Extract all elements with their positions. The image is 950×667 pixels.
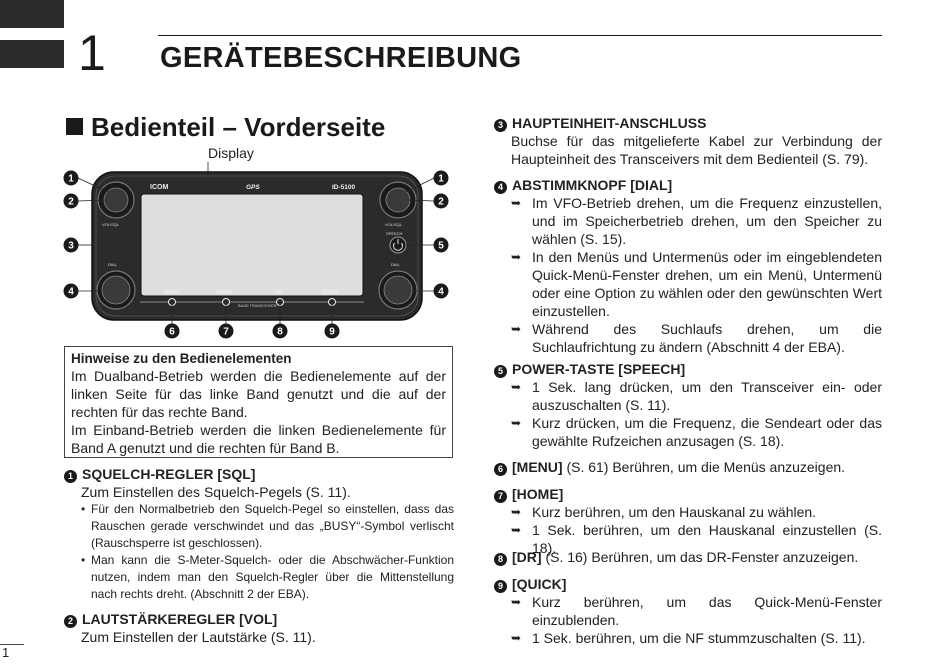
notes-title: Hinweise zu den Bedienelementen xyxy=(71,351,292,366)
item-number-icon: 1 xyxy=(64,470,77,483)
arrow-list xyxy=(494,194,882,356)
gps-logo: GPS xyxy=(246,184,260,191)
svg-text:1: 1 xyxy=(438,173,444,185)
item-title: SQUELCH-REGLER [SQL] xyxy=(82,466,256,482)
svg-text:1: 1 xyxy=(68,173,74,185)
quick-key xyxy=(329,299,336,306)
item-number-icon: 9 xyxy=(494,580,507,593)
svg-text:2: 2 xyxy=(438,196,444,208)
item-text: (S. 16) Berühren, um das DR-Fenster anzuzeigen. xyxy=(545,549,859,565)
item-number-icon: 5 xyxy=(494,365,507,378)
item-number-icon: 3 xyxy=(494,119,507,132)
svg-text:SPEECH: SPEECH xyxy=(386,231,403,236)
item-text: Buchse für das mitgelieferte Kabel zur Verbindung der Haupteinheit des Transceivers mit dem Bedienteil (S. 79). xyxy=(511,133,882,167)
display-label: Display xyxy=(208,145,254,161)
list-item: ➥ Im VFO-Betrieb drehen, um die Frequenz einzustellen, und im Speicherbetrieb drehen, um den Speicher zu wählen (S. 15). xyxy=(511,194,882,248)
menu-key xyxy=(169,299,176,306)
item-menu xyxy=(494,458,882,476)
item-title: HAUPTEINHEIT-ANSCHLUSS xyxy=(512,115,707,131)
svg-text:DR: DR xyxy=(275,290,283,296)
list-item: • Man kann die S-Meter-Squelch- oder die Abschwächer-Funktion nutzen, indem man den Squelch-Regler über die Mittenstellung nach rechts dreht. (Abschnitt 2 der EBA). xyxy=(81,552,454,603)
list-item: ➥ Kurz berühren, um das Quick-Menü-Fenster einzublenden. xyxy=(511,593,882,629)
svg-text:8: 8 xyxy=(277,326,283,338)
item-number-icon: 6 xyxy=(494,463,507,476)
section-title xyxy=(66,112,385,143)
item-power xyxy=(494,360,882,450)
item-quick xyxy=(494,575,882,647)
item-title: [HOME] xyxy=(512,486,564,502)
header-rule xyxy=(158,35,882,36)
model-label: ID-5100 xyxy=(332,184,356,191)
svg-text:MENU: MENU xyxy=(164,290,179,296)
chapter-title: GERÄTEBESCHREIBUNG xyxy=(160,42,522,74)
svg-text:6: 6 xyxy=(169,326,175,338)
item-number-icon: 7 xyxy=(494,490,507,503)
svg-text:HOME: HOME xyxy=(217,290,232,296)
arrow-list xyxy=(494,593,882,647)
chapter-tab-top xyxy=(0,0,64,28)
list-item: ➥ 1 Sek. lang drücken, um den Transceiver ein- oder auszuschalten (S. 11). xyxy=(511,378,882,414)
item-title: [MENU] xyxy=(512,459,563,475)
list-item: ➥ Kurz berühren, um den Hauskanal zu wählen. xyxy=(511,503,882,521)
svg-text:VOL/SQL: VOL/SQL xyxy=(385,222,403,227)
item-number-icon: 2 xyxy=(64,615,77,628)
item-home xyxy=(494,485,882,557)
item-text: Zum Einstellen der Lautstärke (S. 11). xyxy=(81,629,316,645)
item-dial xyxy=(494,176,882,356)
svg-text:3: 3 xyxy=(68,240,74,252)
svg-text:2: 2 xyxy=(68,196,74,208)
controller-diagram xyxy=(60,142,455,342)
svg-text:9: 9 xyxy=(329,326,335,338)
list-item: ➥ Während des Suchlaufs drehen, um die Suchlaufrichtung zu ändern (Abschnitt 4 der EBA). xyxy=(511,320,882,356)
notes-box xyxy=(64,346,453,458)
list-item: • Für den Normalbetrieb den Squelch-Pegel so einstellen, dass das Rauschen gerade verschwindet und das „BUSY“-Symbol verlischt (Rauschsperre ist geschlossen). xyxy=(81,501,454,552)
list-item: ➥ Kurz drücken, um die Frequenz, die Sendeart oder das gewählte Rufzeichen anzusagen (S. 18). xyxy=(511,414,882,450)
notes-text-1: Im Dualband-Betrieb werden die Bedienelemente auf der linken Seite für das linke Band genutzt und die auf der rechten für das rechte Band. xyxy=(71,368,446,420)
section-square-icon xyxy=(66,118,83,135)
item-text: (S. 61) Berühren, um die Menüs anzuzeigen. xyxy=(566,459,846,475)
home-key xyxy=(223,299,230,306)
item-title: ABSTIMMKNOPF [DIAL] xyxy=(512,177,673,193)
chapter-number: 1 xyxy=(78,25,106,81)
item-number-icon: 4 xyxy=(494,181,507,194)
brand-logo: ICOM xyxy=(150,184,169,191)
item-title: LAUTSTÄRKEREGLER [VOL] xyxy=(82,611,278,627)
svg-text:DIAL: DIAL xyxy=(108,262,117,267)
item-title: POWER-TASTE [SPEECH] xyxy=(512,361,686,377)
item-sql xyxy=(64,465,454,603)
item-main-connector xyxy=(494,114,882,168)
section-title-text: Bedienteil – Vorderseite xyxy=(91,112,386,142)
page-number: 1 xyxy=(2,645,10,660)
bullet-list xyxy=(64,501,454,603)
item-text: Zum Einstellen des Squelch-Pegels (S. 11). xyxy=(81,484,351,500)
list-item: ➥ 1 Sek. berühren, um den Hauskanal einzustellen (S. 18). xyxy=(511,521,882,557)
arrow-list xyxy=(494,378,882,450)
item-title: [DR] xyxy=(512,549,542,565)
item-title: [QUICK] xyxy=(512,576,567,592)
chapter-tab-bottom xyxy=(0,40,64,68)
svg-text:BAND TRANSCEIVER: BAND TRANSCEIVER xyxy=(238,304,277,308)
list-item: ➥ 1 Sek. berühren, um die NF stummzuschalten (S. 11). xyxy=(511,629,882,647)
item-dr xyxy=(494,548,882,566)
item-number-icon: 8 xyxy=(494,553,507,566)
svg-text:DIAL: DIAL xyxy=(391,262,400,267)
svg-text:VOL/SQL: VOL/SQL xyxy=(102,222,120,227)
list-item: ➥ In den Menüs und Untermenüs oder im eingeblendeten Quick-Menü-Fenster drehen, um ein Menü, Untermenü oder eine Option zu wählen oder den gewünschten Wert einzustellen. xyxy=(511,248,882,320)
display-screen xyxy=(141,194,363,296)
svg-text:4: 4 xyxy=(68,286,74,298)
item-vol xyxy=(64,610,454,646)
svg-text:7: 7 xyxy=(223,326,229,338)
svg-text:QUICK: QUICK xyxy=(322,290,339,296)
notes-text-2: Im Einband-Betrieb werden die linken Bedienelemente für Band A genutzt und die rechten für Band B. xyxy=(71,422,446,456)
svg-text:4: 4 xyxy=(438,286,444,298)
dr-key xyxy=(277,299,284,306)
svg-text:5: 5 xyxy=(438,240,444,252)
